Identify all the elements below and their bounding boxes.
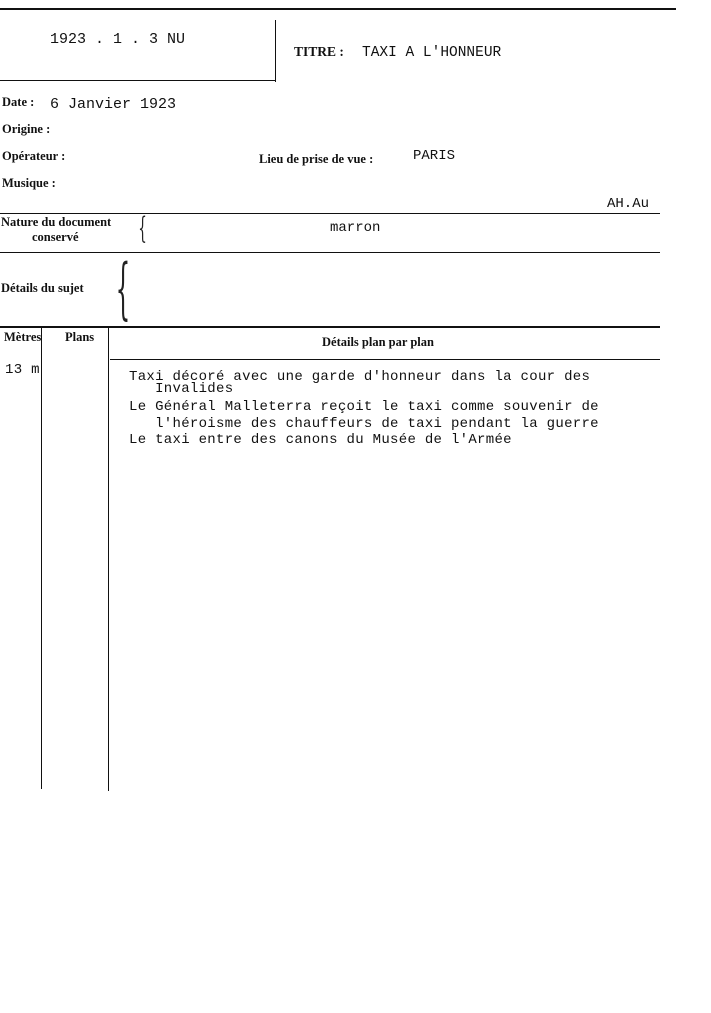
- detail-line: Invalides: [129, 381, 234, 397]
- nature-label-line1: Nature du document: [1, 215, 112, 229]
- detail-line: Le Général Malleterra reçoit le taxi comme souvenir de: [129, 399, 599, 415]
- nature-brace: {: [138, 211, 147, 246]
- details-sujet-brace: {: [115, 250, 131, 327]
- table-header-rule: [110, 359, 660, 360]
- nature-label-line2: conservé: [32, 230, 79, 244]
- title-value: TAXI A L'HONNEUR: [362, 45, 502, 61]
- reference-box-right-rule: [275, 20, 276, 82]
- details-sujet-label: Détails du sujet: [1, 281, 84, 295]
- detail-line: l'héroisme des chauffeurs de taxi pendant la guerre: [129, 416, 599, 432]
- date-label: Date :: [2, 95, 35, 109]
- table-top-rule: [0, 326, 660, 328]
- operateur-label: Opérateur :: [2, 149, 66, 163]
- date-value: 6 Janvier 1923: [50, 96, 177, 113]
- detail-line: Taxi décoré avec une garde d'honneur dans la cour des: [129, 369, 591, 385]
- metres-header: Mètres: [4, 330, 42, 344]
- metres-column-rule: [41, 327, 42, 789]
- details-header: Détails plan par plan: [322, 335, 434, 349]
- detail-line: Le taxi entre des canons du Musée de l'Armée: [129, 432, 512, 448]
- lieu-value: PARIS: [413, 148, 456, 164]
- archive-code: AH.Au: [607, 196, 650, 212]
- title-label: TITRE :: [294, 44, 344, 59]
- nature-value: marron: [330, 220, 381, 236]
- top-rule: [0, 8, 676, 10]
- lieu-label: Lieu de prise de vue :: [259, 152, 374, 166]
- metres-value: 13 m: [5, 362, 40, 378]
- plans-column-rule: [108, 327, 109, 791]
- reference-box-bottom-rule: [0, 80, 276, 81]
- musique-label: Musique :: [2, 176, 56, 190]
- nature-top-rule: [0, 213, 660, 214]
- reference-number: 1923 . 1 . 3 NU: [50, 31, 186, 48]
- nature-bottom-rule: [0, 252, 660, 253]
- origine-label: Origine :: [2, 122, 51, 136]
- plans-header: Plans: [65, 330, 95, 344]
